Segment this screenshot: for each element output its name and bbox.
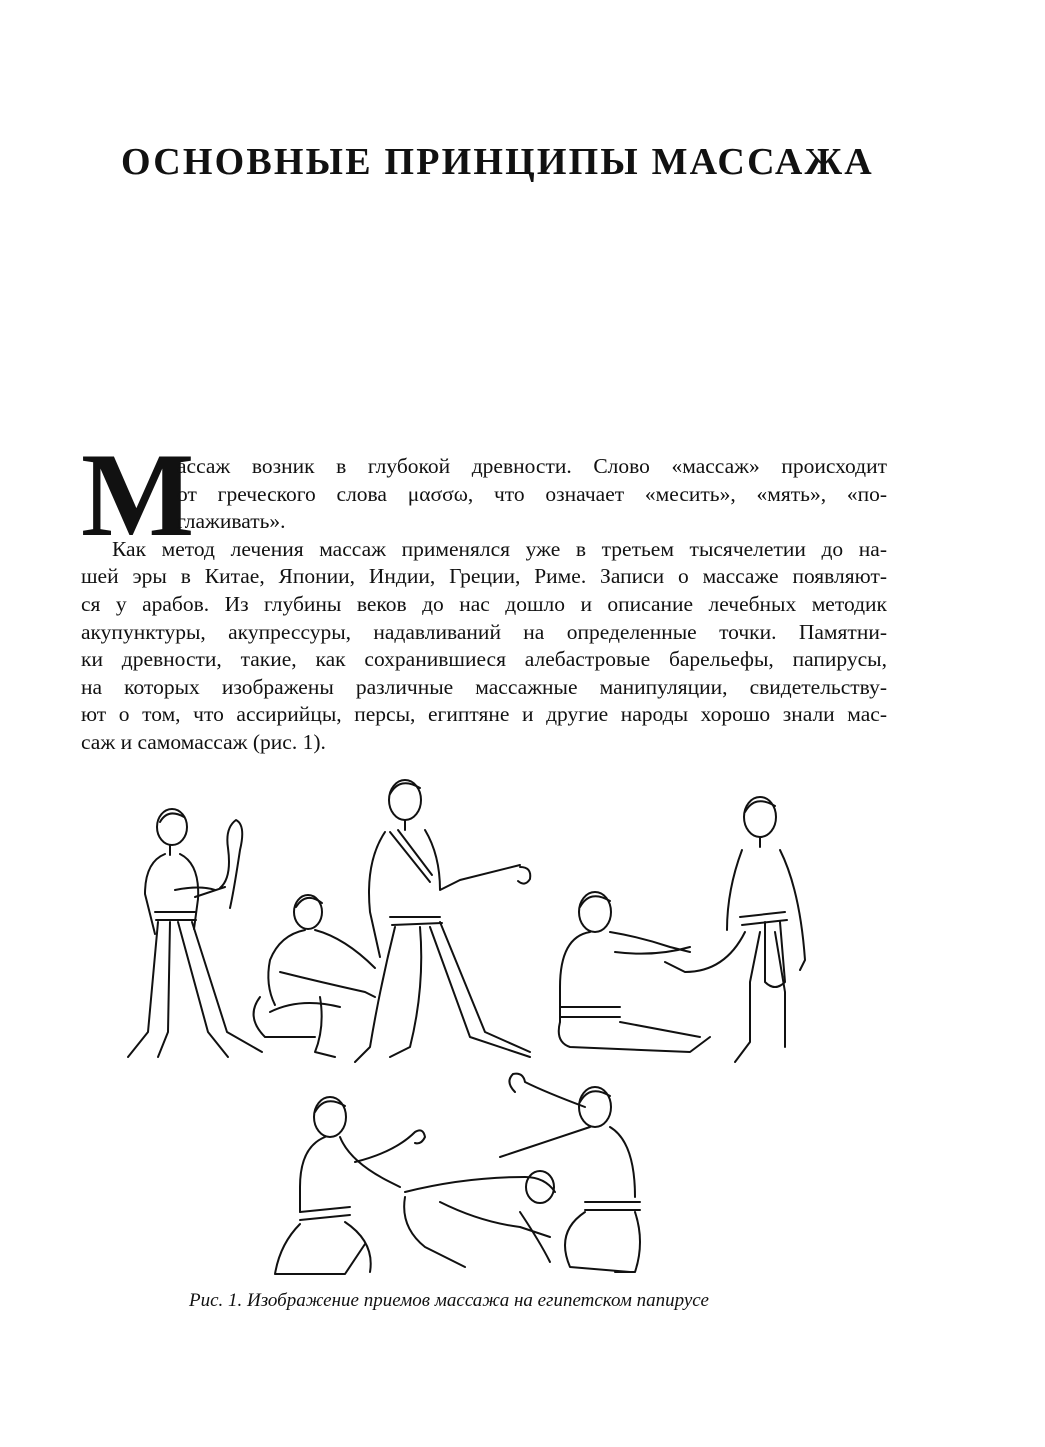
figure-standing-club <box>128 809 262 1057</box>
text-line: акупунктуры, акупрессуры, надавливаний на определенные точки. Памятни- <box>81 619 887 644</box>
figure-kneeling-massaging <box>254 895 375 1057</box>
text-line: саж и самомассаж (рис. 1). <box>81 729 326 754</box>
figure-bottom-lying <box>404 1171 555 1267</box>
text-line: ассаж возник в глубокой древности. Слово «массаж» происходит <box>177 454 887 478</box>
figure-caption: Рис. 1. Изображение приемов массажа на египетском папирусе <box>189 1290 709 1311</box>
figure-bottom-left-kneeling <box>275 1097 425 1274</box>
egyptian-massage-illustration <box>120 772 860 1287</box>
text-line: шей эры в Китае, Японии, Индии, Греции, Риме. Записи о массаже появляют- <box>81 564 887 589</box>
figure-walking-sash <box>355 780 530 1062</box>
text-line: Как метод лечения массаж применялся уже в третьем тысячелетии до на- <box>112 536 887 561</box>
figure-standing-leg-raised <box>665 797 805 1062</box>
text-line: ки древности, такие, как сохранившиеся алебастровые барельефы, папирусы, <box>81 647 887 672</box>
body-text <box>81 453 887 757</box>
text-line: ют о том, что ассирийцы, персы, египтяне и другие народы хорошо знали мас- <box>81 702 887 727</box>
drop-cap: М <box>81 428 191 561</box>
chapter-title: ОСНОВНЫЕ ПРИНЦИПЫ МАССАЖА <box>121 141 874 183</box>
text-line: ся у арабов. Из глубины веков до нас дошло и описание лечебных методик <box>81 591 887 616</box>
text-line: на которых изображены различные массажные манипуляции, свидетельству- <box>81 674 887 699</box>
text-line: глаживать». <box>177 509 286 534</box>
text-line: от греческого слова μασσω, что означает «месить», «мять», «по- <box>177 481 887 506</box>
figure-bottom-right-kneeling <box>500 1074 640 1272</box>
